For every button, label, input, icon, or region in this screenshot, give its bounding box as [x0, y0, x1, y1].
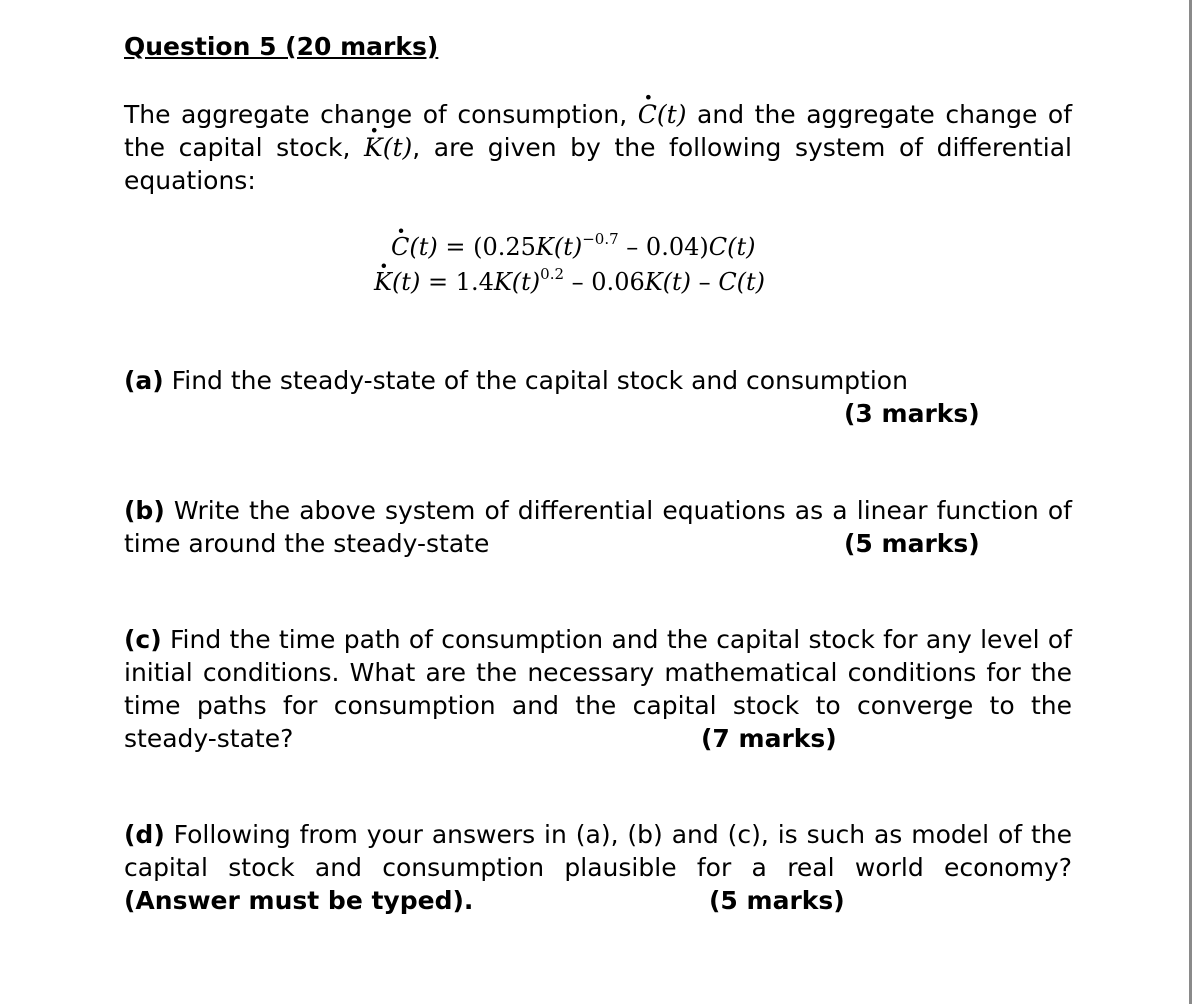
- part-a: [124, 364, 1072, 397]
- equation-capital: $K \cdot(t) = 1.4K(t)^{0.2} - 0.06K(t) - C(t)$: [374, 265, 765, 300]
- part-d-label: (d): [124, 820, 165, 849]
- part-b-text: Write the above system of differential equations as a linear function of time around the steady-state: [124, 496, 1072, 558]
- intro-text-2: and the aggregate change of the capital stock,: [124, 100, 1073, 162]
- differential-equations: [374, 230, 765, 300]
- part-a-text: Find the steady-state of the capital stock and consumption: [163, 366, 908, 395]
- part-a-label: (a): [124, 366, 164, 395]
- question-title: Question 5 (20 marks): [124, 32, 439, 61]
- equation-consumption: $C \cdot(t) = (0.25K(t)^{-0.7} - 0.04)C(t)$: [374, 230, 765, 265]
- intro-text-3: , are given by the following system of differential equations:: [124, 133, 1073, 195]
- intro-text-1: The aggregate change of consumption,: [124, 100, 638, 129]
- part-c-marks: (7 marks): [701, 724, 837, 753]
- part-d-text: Following from your answers in (a), (b) and (c), is such as model of the capital stock and consumption plausible for a real world economy?: [124, 820, 1072, 882]
- question-intro: [124, 98, 1072, 197]
- part-c-label: (c): [124, 625, 162, 654]
- part-b-marks: (5 marks): [844, 529, 980, 558]
- part-d: [124, 818, 1072, 917]
- part-c: [124, 623, 1072, 755]
- k-dot-symbol: K ·(t): [364, 133, 412, 162]
- c-dot-symbol: C ·(t): [638, 100, 687, 129]
- part-c-text: Find the time path of consumption and the capital stock for any level of initial conditions. What are the necessary mathematical conditions for the time paths for consumption and the capital stock to converge to the steady-state?: [124, 625, 1072, 753]
- part-d-marks: (5 marks): [709, 886, 845, 915]
- part-d-typed-note: (Answer must be typed).: [124, 886, 474, 915]
- part-b-label: (b): [124, 496, 165, 525]
- part-a-marks: (3 marks): [844, 399, 980, 428]
